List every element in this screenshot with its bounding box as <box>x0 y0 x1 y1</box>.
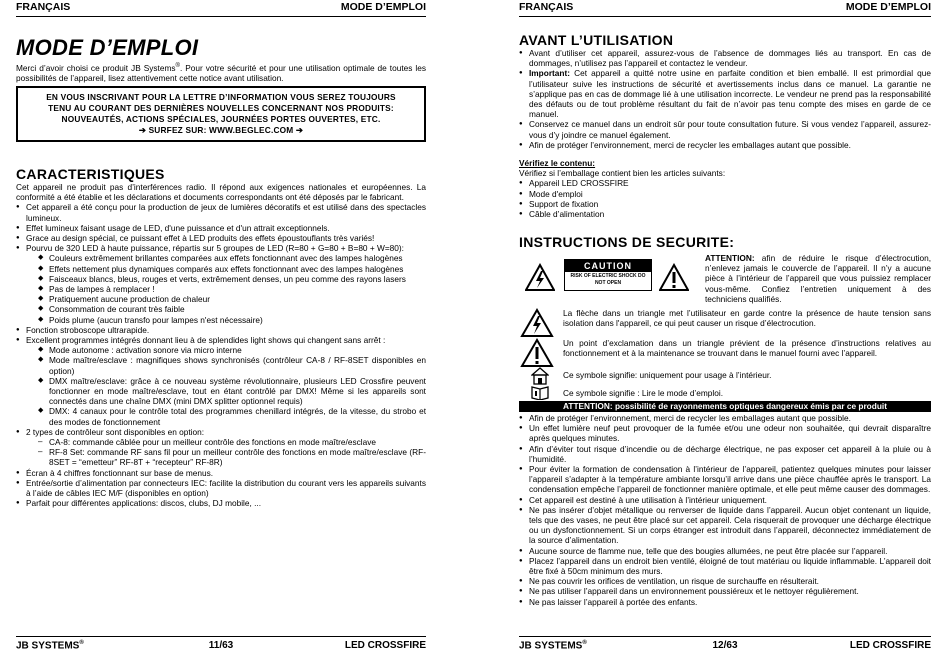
footer-brand: JB SYSTEMS® <box>519 640 587 652</box>
list-item: ● Pourvu de 320 LED à haute puissance, répartis sur 5 groupes de LED (R=80 + G=80 + B=80 + W=80): ◆ Couleurs extrêmement brillantes comparées aux effets fonctionnant avec des lampes halogènes ◆ Effets nettement plus dynamiques comparés aux effets fonctionnant avec des lampes halogènes ◆ Faisceaux blancs, bleus, rouges et verts, extrêmement denses, un peu comme des rayons lasers ◆ Pas de lampes à remplacer ! ◆ Pratiquement aucune production de chaleur ◆ Consommation de courant très faible ◆ Poids plume (aucun transfo pour lampes n'est nécessaire) <box>16 243 426 325</box>
list-item: ◆ Effets nettement plus dynamiques comparés aux effets fonctionnant avec des lampes halogènes <box>38 264 426 274</box>
header-language: FRANÇAIS <box>519 1 574 13</box>
lightning-triangle-icon <box>525 263 555 291</box>
list-item: ● Avant d’utiliser cet appareil, assurez-vous de l’absence de dommages liés au transport. En cas de dommages, n’utilisez pas l’appareil et contactez le vendeur. <box>519 48 931 68</box>
symbol-exclamation-row <box>519 338 931 366</box>
list-item: ● Ne pas laisser l’appareil à portée des enfants. <box>519 597 931 607</box>
header-section: MODE D’EMPLOI <box>340 1 426 13</box>
list-item: ● Ne pas utiliser l’appareil dans un environnement poussiéreux et le nettoyer régulièrement. <box>519 586 931 596</box>
page-number: 11/63 <box>208 640 234 651</box>
footer-product: LED CROSSFIRE <box>344 640 426 651</box>
optical-warning-banner: ATTENTION: possibilité de rayonnements optiques dangereux émis par ce produit <box>519 401 931 412</box>
list-item: ● Cet appareil a été conçu pour la production de jeux de lumières décoratifs et est utilisé dans des spectacles lumineux. <box>16 202 426 222</box>
page-number: 12/63 <box>712 640 738 651</box>
led-sublist <box>38 253 426 324</box>
list-item: ◆ Mode maître/esclave : magnifiques shows synchronisés (contrôleur CA-8 / RF-8SET disponibles en option) <box>38 355 426 375</box>
symbol-book-text: Ce symbole signifie : Lire le mode d’emploi. <box>563 388 724 398</box>
caution-block <box>519 253 931 305</box>
symbol-indoor-row <box>519 367 931 385</box>
list-item: ● Placez l’appareil dans un endroit bien ventilé, éloigné de tout matériau ou liquide inflammable. L’appareil doit être fixé à 50cm minimum des murs. <box>519 556 931 576</box>
header-section: MODE D’EMPLOI <box>845 1 931 13</box>
before-use-title: AVANT L’UTILISATION <box>519 32 674 48</box>
list-item: ● Afin de protéger l’environnement, merci de recycler les emballages autant que possible. <box>519 140 931 150</box>
list-item: – CA-8: commande câblée pour un meilleur contrôle des fonctions en mode maître/esclave <box>38 437 426 447</box>
controller-sublist <box>38 437 426 468</box>
house-indoor-icon <box>531 367 549 385</box>
symbol-lightning-text: La flèche dans un triangle met l’utilisateur en garde contre la présence de haute tension sans isolation dans l'appareil, ce qui peut causer un risque d’électrocution. <box>563 308 931 329</box>
newsletter-line: EN VOUS INSCRIVANT POUR LA LETTRE D’INFORMATION VOUS SEREZ TOUJOURS <box>46 92 396 102</box>
list-item: ◆ Mode autonome : activation sonore via micro interne <box>38 345 426 355</box>
list-item: ● Cet appareil est destiné à une utilisation à l’intérieur uniquement. <box>519 495 931 505</box>
page-header <box>519 0 931 17</box>
list-item: ● Support de fixation <box>519 199 931 209</box>
list-item: ● Fonction stroboscope ultrarapide. <box>16 325 426 335</box>
program-sublist <box>38 345 426 427</box>
list-item: ◆ Poids plume (aucun transfo pour lampes n'est nécessaire) <box>38 315 426 325</box>
check-list <box>519 178 931 219</box>
symbol-exclamation-text: Un point d’exclamation dans un triangle prévient de la présence d’instructions relatives au fonctionnement et à la maintenance se trouvant dans le manuel fourni avec l’appareil. <box>563 338 931 359</box>
page-header <box>16 0 426 17</box>
list-item: ● Afin de protéger l’environnement, merci de recycler les emballages autant que possible. <box>519 413 931 423</box>
check-intro: Vérifiez si l’emballage contient bien les articles suivants: <box>519 168 726 179</box>
exclamation-triangle-icon <box>519 338 555 368</box>
list-item: ● Câble d’alimentation <box>519 209 931 219</box>
features-list <box>16 202 426 508</box>
caution-label-box <box>564 259 652 291</box>
header-language: FRANÇAIS <box>16 1 71 13</box>
exclamation-triangle-icon <box>659 263 689 291</box>
list-item: ● Important: Cet appareil a quitté notre usine en parfaite condition et bien emballé. Il est primordial que l’utilisateur suive les instructions de sécurité et avertissements inclus dans ce manuel. La garantie ne s’applique pas en cas de dommage lié à une utilisation incorrecte. Le vendeur ne prend pas la responsabilité des défauts ou de tout problème résultant du fait de n’avoir pas tenu compte des mises en garde de ce manuel. <box>519 68 931 119</box>
list-item: ◆ Pas de lampes à remplacer ! <box>38 284 426 294</box>
list-item: ● Appareil LED CROSSFIRE <box>519 178 931 188</box>
footer-product: LED CROSSFIRE <box>849 640 931 651</box>
list-item: ● Ne pas couvrir les orifices de ventilation, un risque de surchauffe en résulterait. <box>519 576 931 586</box>
check-title: Vérifiez le contenu: <box>519 158 596 169</box>
features-intro: Cet appareil ne produit pas d’interférences radio. Il répond aux exigences nationales et européennes. La conformité a été établie et les déclarations et documents correspondants ont été déposés par le fabricant. <box>16 182 426 203</box>
left-page <box>16 0 426 654</box>
before-use-list <box>519 48 931 150</box>
manual-book-icon <box>531 385 549 400</box>
list-item: ● Entrée/sortie d’alimentation par connecteurs IEC: facilite la distribution du courant vers les appareils suivants à l’aide de câbles IEC M/F (disponibles en option) <box>16 478 426 498</box>
symbol-indoor-text: Ce symbole signifie: uniquement pour usage à l’intérieur. <box>563 370 772 380</box>
symbol-book-row <box>519 385 931 401</box>
list-item: ● Aucune source de flamme nue, telle que des bougies allumées, ne peut être placée sur l’appareil. <box>519 546 931 556</box>
intro-text: Merci d’avoir choisi ce produit JB Systems®. Pour votre sécurité et pour une utilisation optimale de toutes les possibilités de l’appareil, lisez attentivement cette notice avant utilisation. <box>16 62 426 83</box>
right-page <box>519 0 931 654</box>
newsletter-link[interactable]: ➔ SURFEZ SUR: WWW.BEGLEC.COM ➔ <box>138 125 304 135</box>
list-item: ● Écran à 4 chiffres fonctionnant sur base de menus. <box>16 468 426 478</box>
list-item: ◆ DMX: 4 canaux pour le contrôle total des programmes chenillard intégrés, de la vitesse, du strobo et des modes de fonctionnement <box>38 406 426 426</box>
page-footer <box>519 636 931 655</box>
footer-brand: JB SYSTEMS® <box>16 640 84 652</box>
list-item: ● 2 types de contrôleur sont disponibles en option: – CA-8: commande câblée pour un meilleur contrôle des fonctions en mode maître/esclave – RF-8 Set: commande RF sans fil pour un meilleur contrôle des fonctions en mode maître/esclave (RF-8SET = “emetteur” RF-8T + “recepteur” RF-8R) <box>16 427 426 468</box>
list-item: ● Pour éviter la formation de condensation à l’intérieur de l’appareil, patientez quelques minutes pour laisser l’appareil s’adapter à la température ambiante lorsqu’il arrive dans une pièce chauffée après le transport. La condensation empêche l’appareil de fonctionner manière optimale, et elle peut même causer des dommages. <box>519 464 931 495</box>
list-item: ● Conservez ce manuel dans un endroit sûr pour toute consultation future. Si vous vendez l’appareil, assurez-vous d’y joindre ce manuel également. <box>519 119 931 139</box>
caution-label: CAUTION <box>565 260 651 272</box>
list-item: ◆ Couleurs extrêmement brillantes comparées aux effets fonctionnant avec des lampes halogènes <box>38 253 426 263</box>
list-item: – RF-8 Set: commande RF sans fil pour un meilleur contrôle des fonctions en mode maître/esclave (RF-8SET = “emetteur” RF-8T + “recepteur” RF-8R) <box>38 447 426 467</box>
newsletter-line: NOUVEAUTÉS, ACTIONS SPÉCIALES, JOURNÉES PORTES OUVERTES, ETC. <box>61 114 381 124</box>
list-item: ◆ Consommation de courant très faible <box>38 304 426 314</box>
newsletter-box <box>16 86 426 142</box>
list-item: ◆ Pratiquement aucune production de chaleur <box>38 294 426 304</box>
page-footer <box>16 636 426 655</box>
caution-sub: RISK OF ELECTRIC SHOCK DO NOT OPEN <box>570 273 646 286</box>
list-item: ◆ DMX maître/esclave: grâce à ce nouveau système révolutionnaire, plusieurs LED Crossfire peuvent fonctionner en mode maître/esclave, tout en étant contrôlé par DMX! Même si les appareils sont connectés dans une chaîne DMX (mini DMX splitter optionnel requis) <box>38 376 426 407</box>
list-item: ● Un effet lumière neuf peut provoquer de la fumée et/ou une odeur non souhaitée, qui devrait disparaître après quelques minutes. <box>519 423 931 443</box>
list-item: ◆ Faisceaux blancs, bleus, rouges et verts, extrêmement denses, un peu comme des rayons lasers <box>38 274 426 284</box>
lightning-triangle-icon <box>519 308 555 338</box>
page-title: MODE D’EMPLOI <box>16 35 199 60</box>
list-item: ● Mode d'emploi <box>519 189 931 199</box>
safety-list <box>519 413 931 607</box>
list-item: ● Grace au design spécial, ce puissant effet à LED produits des effets époustouflants très variés! <box>16 233 426 243</box>
list-item: ● Ne pas insérer d’objet métallique ou renverser de liquide dans l’appareil. Aucun objet contenant un liquide, tels que des vases, ne peut être placé sur cet appareil. Cela risquerait de provoquer une décharge électrique ou un dysfonctionnement. Si un corps étranger est introduit dans l’appareil, déconnectez immédiatement de la source d’alimentation. <box>519 505 931 546</box>
safety-title: INSTRUCTIONS DE SECURITE: <box>519 234 735 250</box>
list-item: ● Excellent programmes intégrés donnant lieu à de splendides light shows qui changent sans arrêt : ◆ Mode autonome : activation sonore via micro interne ◆ Mode maître/esclave : magnifiques shows synchronisés (contrôleur CA-8 / RF-8SET disponibles en option) ◆ DMX maître/esclave: grâce à ce nouveau système révolutionnaire, plusieurs LED Crossfire peuvent fonctionner en mode maître/esclave, tout en étant contrôlé par DMX! Même si les appareils sont connectés dans une chaîne DMX (mini DMX splitter optionnel requis) ◆ DMX: 4 canaux pour le contrôle total des programmes chenillard intégrés, de la vitesse, du strobo et des modes de fonctionnement <box>16 335 426 427</box>
list-item: ● Effet lumineux faisant usage de LED, d'une puissance et d'un attrait exceptionnels. <box>16 223 426 233</box>
list-item: ● Parfait pour différentes applications: discos, clubs, DJ mobile, ... <box>16 498 426 508</box>
newsletter-line: TENU AU COURANT DES DERNIÈRES NOUVELLES CONCERNANT NOS PRODUITS: <box>48 103 394 113</box>
list-item: ● Afin d’éviter tout risque d’incendie ou de décharge électrique, ne pas exposer cet appareil à la pluie ou à l’humidité. <box>519 444 931 464</box>
features-title: CARACTERISTIQUES <box>16 166 165 182</box>
attention-text: ATTENTION: afin de réduire le risque d’électrocution, n’enlevez jamais le couvercle de l’appareil. Il n’y a aucune pièce à l’intérieur de l’appareil que vous puissiez remplacer vous-même. Confiez l’entretien uniquement à des techniciens qualifiés. <box>705 253 931 304</box>
symbol-lightning-row <box>519 308 931 336</box>
